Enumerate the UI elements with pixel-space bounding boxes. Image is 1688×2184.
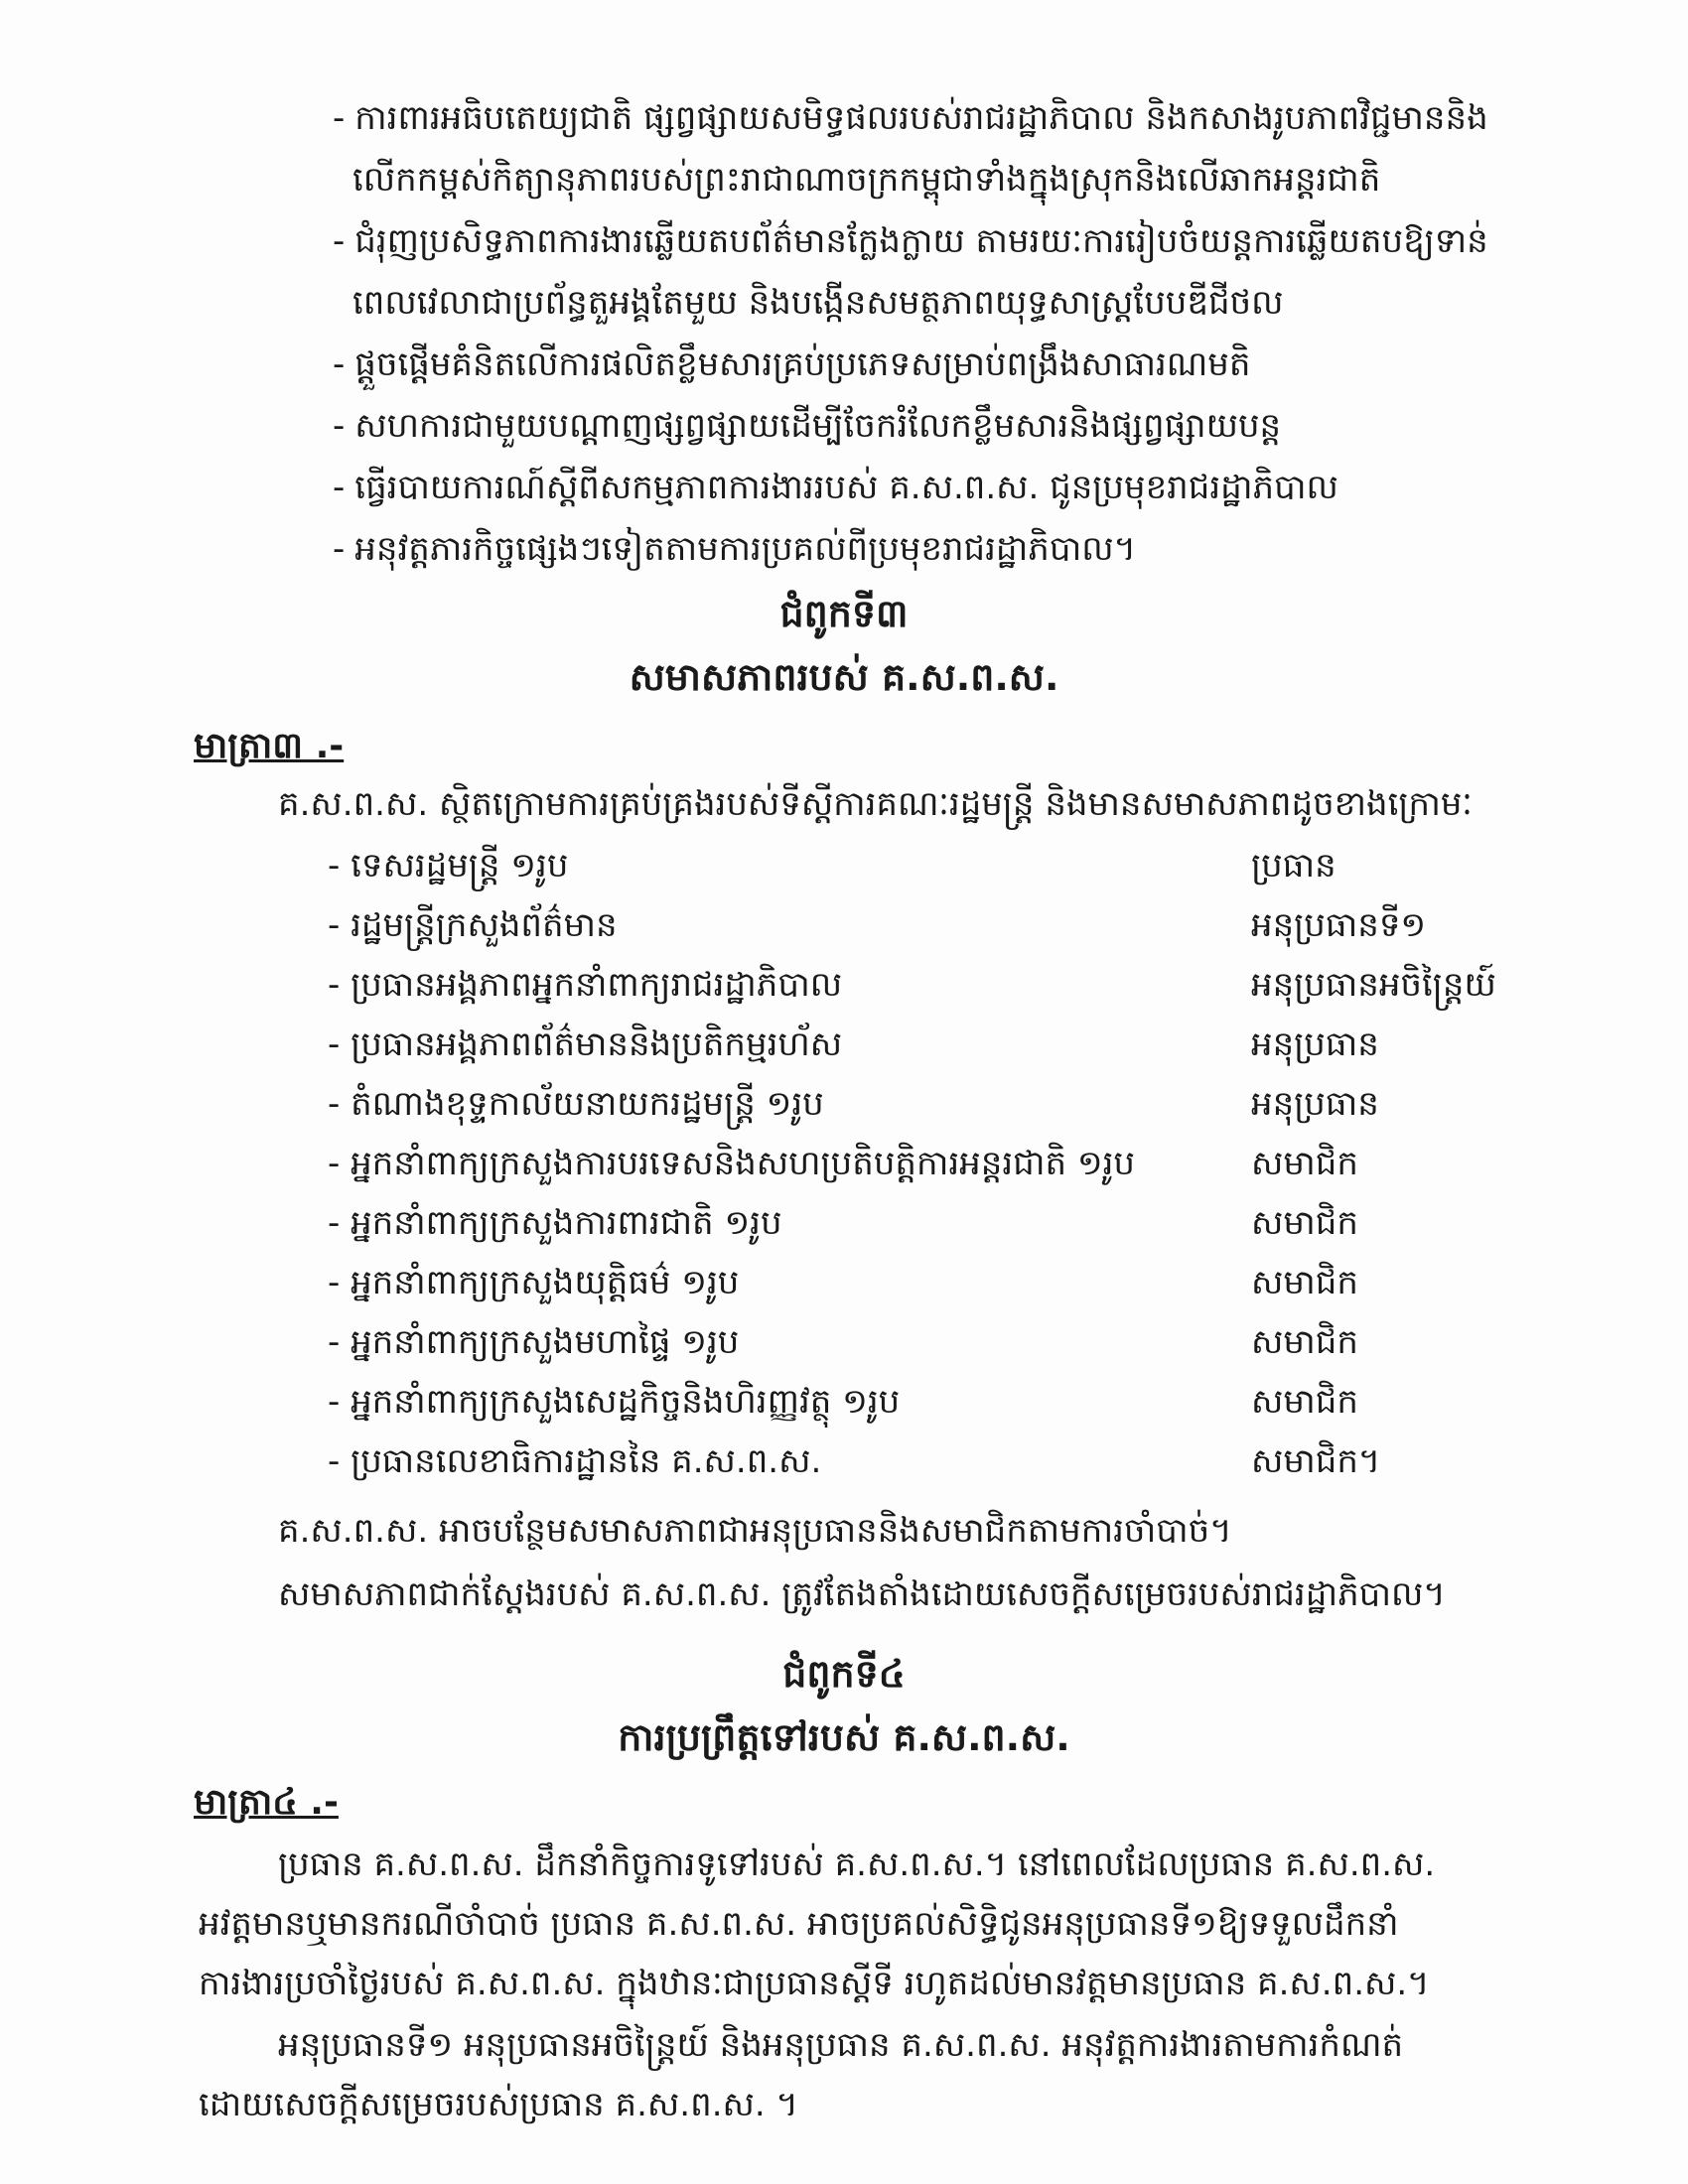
article-4-para-2-line-1: អនុប្រធានទី១ អនុប្រធានអចិន្ត្រៃយ៍ និងអនុប្រធាន គ.ស.ព.ស. អនុវត្តការងារតាមការកំណត់ (278, 2025, 1404, 2065)
member-name: - ប្រធានលេខាធិការដ្ឋាននៃ គ.ស.ព.ស. (328, 1441, 822, 1481)
article-4-heading: មាត្រា៤ .- (194, 1782, 339, 1823)
member-row (328, 1074, 1539, 1134)
chapter-4-title: ការប្រព្រឹត្តទៅរបស់ គ.ស.ព.ស. (618, 1715, 1070, 1759)
member-name: - អ្នកនាំពាក្យក្រសួងការពារជាតិ ១រូប (328, 1203, 782, 1243)
member-name: - ប្រធានអង្គភាពព័ត៌មាននិងប្រតិកម្មរហ័ស (328, 1024, 843, 1064)
article-3-note-2: សមាសភាពជាក់ស្តែងរបស់ គ.ស.ព.ស. ត្រូវតែងតាំងដោយសេចក្តីសម្រេចរបស់រាជរដ្ឋាភិបាល។ (278, 1574, 1446, 1614)
list-item: - ការពារអធិបតេយ្យជាតិ ផ្សព្វផ្សាយសមិទ្ធផលរបស់រាជរដ្ឋាភិបាល និងកសាងរូបភាពវិជ្ជមាននិង (333, 98, 1488, 138)
member-role: អនុប្រធានអចិន្ត្រៃយ៍ (1251, 965, 1496, 1005)
member-name: - អ្នកនាំពាក្យក្រសួងសេដ្ឋកិច្ចនិងហិរញ្ញវត្ថុ ១រូប (328, 1382, 901, 1422)
chapter-4-number: ជំពូកទី៤ (782, 1652, 906, 1696)
article-3-heading: មាត្រា៣ .- (194, 726, 345, 766)
article-4-para-1-line-1: ប្រធាន គ.ស.ព.ស. ដឹកនាំកិច្ចការទូទៅរបស់ គ.ស.ព.ស.។ នៅពេលដែលប្រធាន គ.ស.ព.ស. (278, 1844, 1436, 1884)
member-name: - អ្នកនាំពាក្យក្រសួងយុត្តិធម៌ ១រូប (328, 1263, 740, 1302)
member-role: អនុប្រធាន (1251, 1084, 1379, 1124)
member-role: សមាជិក (1251, 1382, 1358, 1422)
list-item-continuation: ពេលវេលាជាប្រព័ន្ធតួអង្គតែមួយ និងបង្កើនសមត្ថភាពយុទ្ធសាស្ត្របែបឌីជីថល (352, 283, 1284, 323)
list-item: - ជំរុញប្រសិទ្ធភាពការងារឆ្លើយតបព័ត៌មានក្លែងក្លាយ តាមរយៈការរៀបចំយន្តការឆ្លើយតបឱ្យទាន់ (333, 221, 1488, 261)
member-role: ប្រធាន (1251, 846, 1336, 886)
list-item-continuation: លើកកម្ពស់កិត្យានុភាពរបស់ព្រះរាជាណាចក្រកម្ពុជាទាំងក្នុងស្រុកនិងលើឆាកអន្តរជាតិ (352, 160, 1381, 200)
list-item: - សហការជាមួយបណ្តាញផ្សព្វផ្សាយដើម្បីចែករំលែកខ្លឹមសារនិងផ្សព្វផ្សាយបន្ត (333, 406, 1282, 446)
member-row (328, 836, 1539, 895)
member-row (328, 1015, 1539, 1074)
duties-list (333, 87, 1524, 580)
member-role: សមាជិក (1251, 1322, 1358, 1362)
chapter-3-number: ជំពូកទី៣ (779, 592, 909, 635)
member-row (328, 1193, 1539, 1253)
member-role: អនុប្រធាន (1251, 1024, 1379, 1064)
member-name: - អ្នកនាំពាក្យក្រសួងមហាផ្ទៃ ១រូប (328, 1322, 740, 1362)
list-item: - ផ្តួចផ្តើមគំនិតលើការផលិតខ្លឹមសារគ្រប់ប្រភេទសម្រាប់ពង្រឹងសាធារណមតិ (333, 344, 1251, 384)
article-3-intro: គ.ស.ព.ស. ស្ថិតក្រោមការគ្រប់គ្រងរបស់ទីស្តីការគណៈរដ្ឋមន្ត្រី និងមានសមាសភាពដូចខាងក្រោមៈ (278, 784, 1473, 824)
article-3-note-1: គ.ស.ព.ស. អាចបន្ថែមសមាសភាពជាអនុប្រធាននិងសមាជិកតាមការចាំបាច់។ (278, 1511, 1232, 1551)
chapter-3-title: សមាសភាពរបស់ គ.ស.ព.ស. (629, 655, 1059, 699)
member-name: - តំណាងខុទ្ទកាល័យនាយករដ្ឋមន្ត្រី ១រូប (328, 1084, 824, 1124)
member-row (328, 1372, 1539, 1432)
member-row (328, 1432, 1539, 1491)
member-row (328, 1253, 1539, 1312)
member-name: - រដ្ឋមន្ត្រីក្រសួងព័ត៌មាន (328, 905, 618, 945)
article-4-para-1-line-3: ការងារប្រចាំថ្ងៃរបស់ គ.ស.ព.ស. ក្នុងឋានៈជាប្រធានស្តីទី រហូតដល់មានវត្តមានប្រធាន គ.ស.ព.ស.។ (199, 1964, 1430, 2003)
member-role: សមាជិក។ (1251, 1441, 1381, 1481)
member-row (328, 1312, 1539, 1372)
member-name: - ប្រធានអង្គភាពអ្នកនាំពាក្យរាជរដ្ឋាភិបាល (328, 965, 843, 1005)
member-name: - អ្នកនាំពាក្យក្រសួងការបរទេសនិងសហប្រតិបត្តិការអន្តរជាតិ ១រូប (328, 1144, 1135, 1183)
members-list (328, 836, 1539, 1491)
member-row (328, 955, 1539, 1015)
member-row (328, 895, 1539, 955)
member-role: សមាជិក (1251, 1263, 1358, 1302)
member-name: - ទេសរដ្ឋមន្ត្រី ១រូប (328, 846, 569, 886)
article-4-para-1-line-2: អវត្តមានឬមានករណីចាំបាច់ ប្រធាន គ.ស.ព.ស. អាចប្រគល់សិទ្ធិជូនអនុប្រធានទី១ឱ្យទទួលដឹកនាំ (199, 1904, 1399, 1944)
member-role: អនុប្រធានទី១ (1251, 905, 1427, 945)
article-4-para-2-line-2: ដោយសេចក្តីសម្រេចរបស់ប្រធាន គ.ស.ព.ស. ។ (199, 2085, 798, 2124)
list-item: - ធ្វើរបាយការណ៍ស្តីពីសកម្មភាពការងាររបស់ គ.ស.ព.ស. ជូនប្រមុខរាជរដ្ឋាភិបាល (333, 468, 1338, 507)
member-role: សមាជិក (1251, 1203, 1358, 1243)
member-role: សមាជិក (1251, 1144, 1358, 1183)
member-row (328, 1134, 1539, 1193)
list-item: - អនុវត្តភារកិច្ចផ្សេងៗទៀតតាមការប្រគល់ពីប្រមុខរាជរដ្ឋាភិបាល។ (333, 529, 1137, 569)
